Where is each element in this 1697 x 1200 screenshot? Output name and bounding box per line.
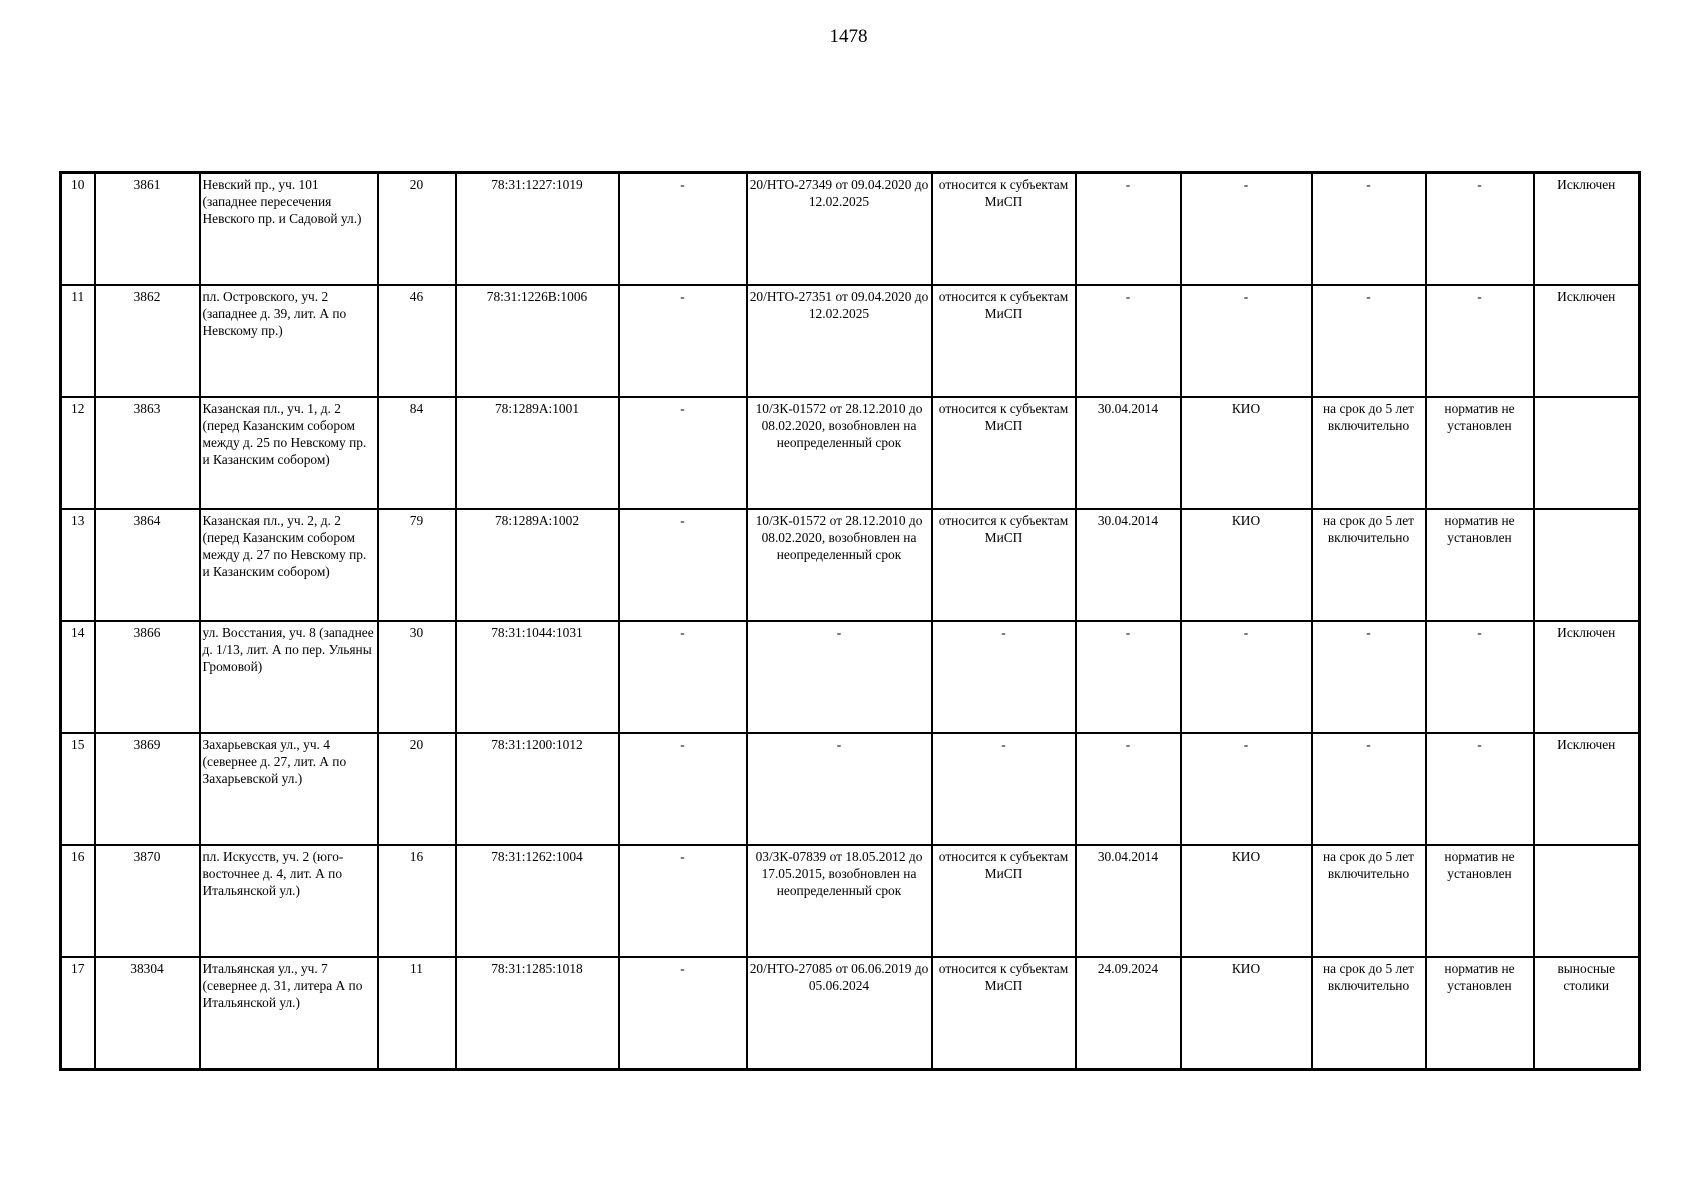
address-cell: пл. Островского, уч. 2 (западнее д. 39, лит. А по Невскому пр.) <box>200 285 378 397</box>
column-6-cell: - <box>619 845 747 957</box>
smsp-cell: относится к субъектам МиСП <box>932 173 1076 286</box>
norm-cell: норматив не установлен <box>1426 397 1534 509</box>
address-cell: пл. Искусств, уч. 2 (юго-восточнее д. 4, лит. А по Итальянской ул.) <box>200 845 378 957</box>
organization-cell: - <box>1181 621 1312 733</box>
cadastral-number-cell: 78:31:1262:1004 <box>456 845 619 957</box>
object-id-cell: 3862 <box>95 285 200 397</box>
object-id-cell: 38304 <box>95 957 200 1070</box>
organization-cell: КИО <box>1181 397 1312 509</box>
area-cell: 20 <box>378 733 456 845</box>
date-cell: - <box>1076 733 1181 845</box>
cadastral-number-cell: 78:31:1044:1031 <box>456 621 619 733</box>
column-6-cell: - <box>619 509 747 621</box>
contract-cell: 20/НТО-27085 от 06.06.2019 до 05.06.2024 <box>747 957 932 1070</box>
address-cell: Невский пр., уч. 101 (западнее пересечения Невского пр. и Садовой ул.) <box>200 173 378 286</box>
norm-cell: норматив не установлен <box>1426 509 1534 621</box>
address-cell: Захарьевская ул., уч. 4 (севернее д. 27, лит. А по Захарьевской ул.) <box>200 733 378 845</box>
term-cell: на срок до 5 лет включительно <box>1312 397 1426 509</box>
cadastral-number-cell: 78:1289А:1002 <box>456 509 619 621</box>
column-6-cell: - <box>619 397 747 509</box>
row-number-cell: 16 <box>61 845 95 957</box>
object-id-cell: 3870 <box>95 845 200 957</box>
object-id-cell: 3866 <box>95 621 200 733</box>
area-cell: 30 <box>378 621 456 733</box>
contract-cell: - <box>747 733 932 845</box>
table-row <box>61 957 1640 1070</box>
row-number-cell: 13 <box>61 509 95 621</box>
contract-cell: - <box>747 621 932 733</box>
note-cell <box>1534 397 1640 509</box>
cadastral-number-cell: 78:31:1200:1012 <box>456 733 619 845</box>
norm-cell: - <box>1426 285 1534 397</box>
organization-cell: КИО <box>1181 957 1312 1070</box>
note-cell: Исключен <box>1534 285 1640 397</box>
date-cell: 30.04.2014 <box>1076 397 1181 509</box>
term-cell: - <box>1312 621 1426 733</box>
table-row <box>61 285 1640 397</box>
table-row <box>61 397 1640 509</box>
cadastral-number-cell: 78:31:1226В:1006 <box>456 285 619 397</box>
smsp-cell: относится к субъектам МиСП <box>932 957 1076 1070</box>
area-cell: 46 <box>378 285 456 397</box>
table-row <box>61 173 1640 286</box>
address-cell: Итальянская ул., уч. 7 (севернее д. 31, литера А по Итальянской ул.) <box>200 957 378 1070</box>
smsp-cell: относится к субъектам МиСП <box>932 397 1076 509</box>
row-number-cell: 11 <box>61 285 95 397</box>
area-cell: 16 <box>378 845 456 957</box>
smsp-cell: - <box>932 621 1076 733</box>
norm-cell: - <box>1426 173 1534 286</box>
contract-cell: 20/НТО-27351 от 09.04.2020 до 12.02.2025 <box>747 285 932 397</box>
address-cell: Казанская пл., уч. 2, д. 2 (перед Казанским собором между д. 27 по Невскому пр. и Казанским собором) <box>200 509 378 621</box>
norm-cell: - <box>1426 733 1534 845</box>
norm-cell: норматив не установлен <box>1426 957 1534 1070</box>
note-cell: Исключен <box>1534 733 1640 845</box>
term-cell: на срок до 5 лет включительно <box>1312 845 1426 957</box>
contract-cell: 03/ЗК-07839 от 18.05.2012 до 17.05.2015, возобновлен на неопределенный срок <box>747 845 932 957</box>
organization-cell: - <box>1181 173 1312 286</box>
organization-cell: - <box>1181 285 1312 397</box>
column-6-cell: - <box>619 285 747 397</box>
object-id-cell: 3863 <box>95 397 200 509</box>
object-id-cell: 3861 <box>95 173 200 286</box>
object-id-cell: 3864 <box>95 509 200 621</box>
cadastral-number-cell: 78:31:1285:1018 <box>456 957 619 1070</box>
contract-cell: 10/ЗК-01572 от 28.12.2010 до 08.02.2020, возобновлен на неопределенный срок <box>747 509 932 621</box>
organization-cell: КИО <box>1181 509 1312 621</box>
row-number-cell: 17 <box>61 957 95 1070</box>
term-cell: - <box>1312 285 1426 397</box>
organization-cell: - <box>1181 733 1312 845</box>
column-6-cell: - <box>619 957 747 1070</box>
date-cell: - <box>1076 621 1181 733</box>
row-number-cell: 15 <box>61 733 95 845</box>
address-cell: Казанская пл., уч. 1, д. 2 (перед Казанским собором между д. 25 по Невскому пр. и Казанским собором) <box>200 397 378 509</box>
smsp-cell: относится к субъектам МиСП <box>932 509 1076 621</box>
smsp-cell: относится к субъектам МиСП <box>932 285 1076 397</box>
term-cell: - <box>1312 173 1426 286</box>
smsp-cell: относится к субъектам МиСП <box>932 845 1076 957</box>
area-cell: 20 <box>378 173 456 286</box>
register-table <box>59 171 1641 1071</box>
norm-cell: - <box>1426 621 1534 733</box>
column-6-cell: - <box>619 173 747 286</box>
date-cell: - <box>1076 173 1181 286</box>
note-cell: Исключен <box>1534 173 1640 286</box>
date-cell: 24.09.2024 <box>1076 957 1181 1070</box>
contract-cell: 10/ЗК-01572 от 28.12.2010 до 08.02.2020, возобновлен на неопределенный срок <box>747 397 932 509</box>
area-cell: 79 <box>378 509 456 621</box>
note-cell: выносные столики <box>1534 957 1640 1070</box>
row-number-cell: 10 <box>61 173 95 286</box>
cadastral-number-cell: 78:31:1227:1019 <box>456 173 619 286</box>
table-row <box>61 509 1640 621</box>
term-cell: на срок до 5 лет включительно <box>1312 957 1426 1070</box>
row-number-cell: 14 <box>61 621 95 733</box>
norm-cell: норматив не установлен <box>1426 845 1534 957</box>
area-cell: 11 <box>378 957 456 1070</box>
table-row <box>61 845 1640 957</box>
term-cell: - <box>1312 733 1426 845</box>
note-cell <box>1534 845 1640 957</box>
contract-cell: 20/НТО-27349 от 09.04.2020 до 12.02.2025 <box>747 173 932 286</box>
table-row <box>61 621 1640 733</box>
cadastral-number-cell: 78:1289А:1001 <box>456 397 619 509</box>
date-cell: 30.04.2014 <box>1076 845 1181 957</box>
note-cell: Исключен <box>1534 621 1640 733</box>
organization-cell: КИО <box>1181 845 1312 957</box>
column-6-cell: - <box>619 733 747 845</box>
term-cell: на срок до 5 лет включительно <box>1312 509 1426 621</box>
row-number-cell: 12 <box>61 397 95 509</box>
area-cell: 84 <box>378 397 456 509</box>
page-number: 1478 <box>829 26 868 47</box>
date-cell: 30.04.2014 <box>1076 509 1181 621</box>
note-cell <box>1534 509 1640 621</box>
address-cell: ул. Восстания, уч. 8 (западнее д. 1/13, лит. А по пер. Ульяны Громовой) <box>200 621 378 733</box>
table-body <box>61 173 1640 1070</box>
column-6-cell: - <box>619 621 747 733</box>
smsp-cell: - <box>932 733 1076 845</box>
date-cell: - <box>1076 285 1181 397</box>
object-id-cell: 3869 <box>95 733 200 845</box>
table-row <box>61 733 1640 845</box>
